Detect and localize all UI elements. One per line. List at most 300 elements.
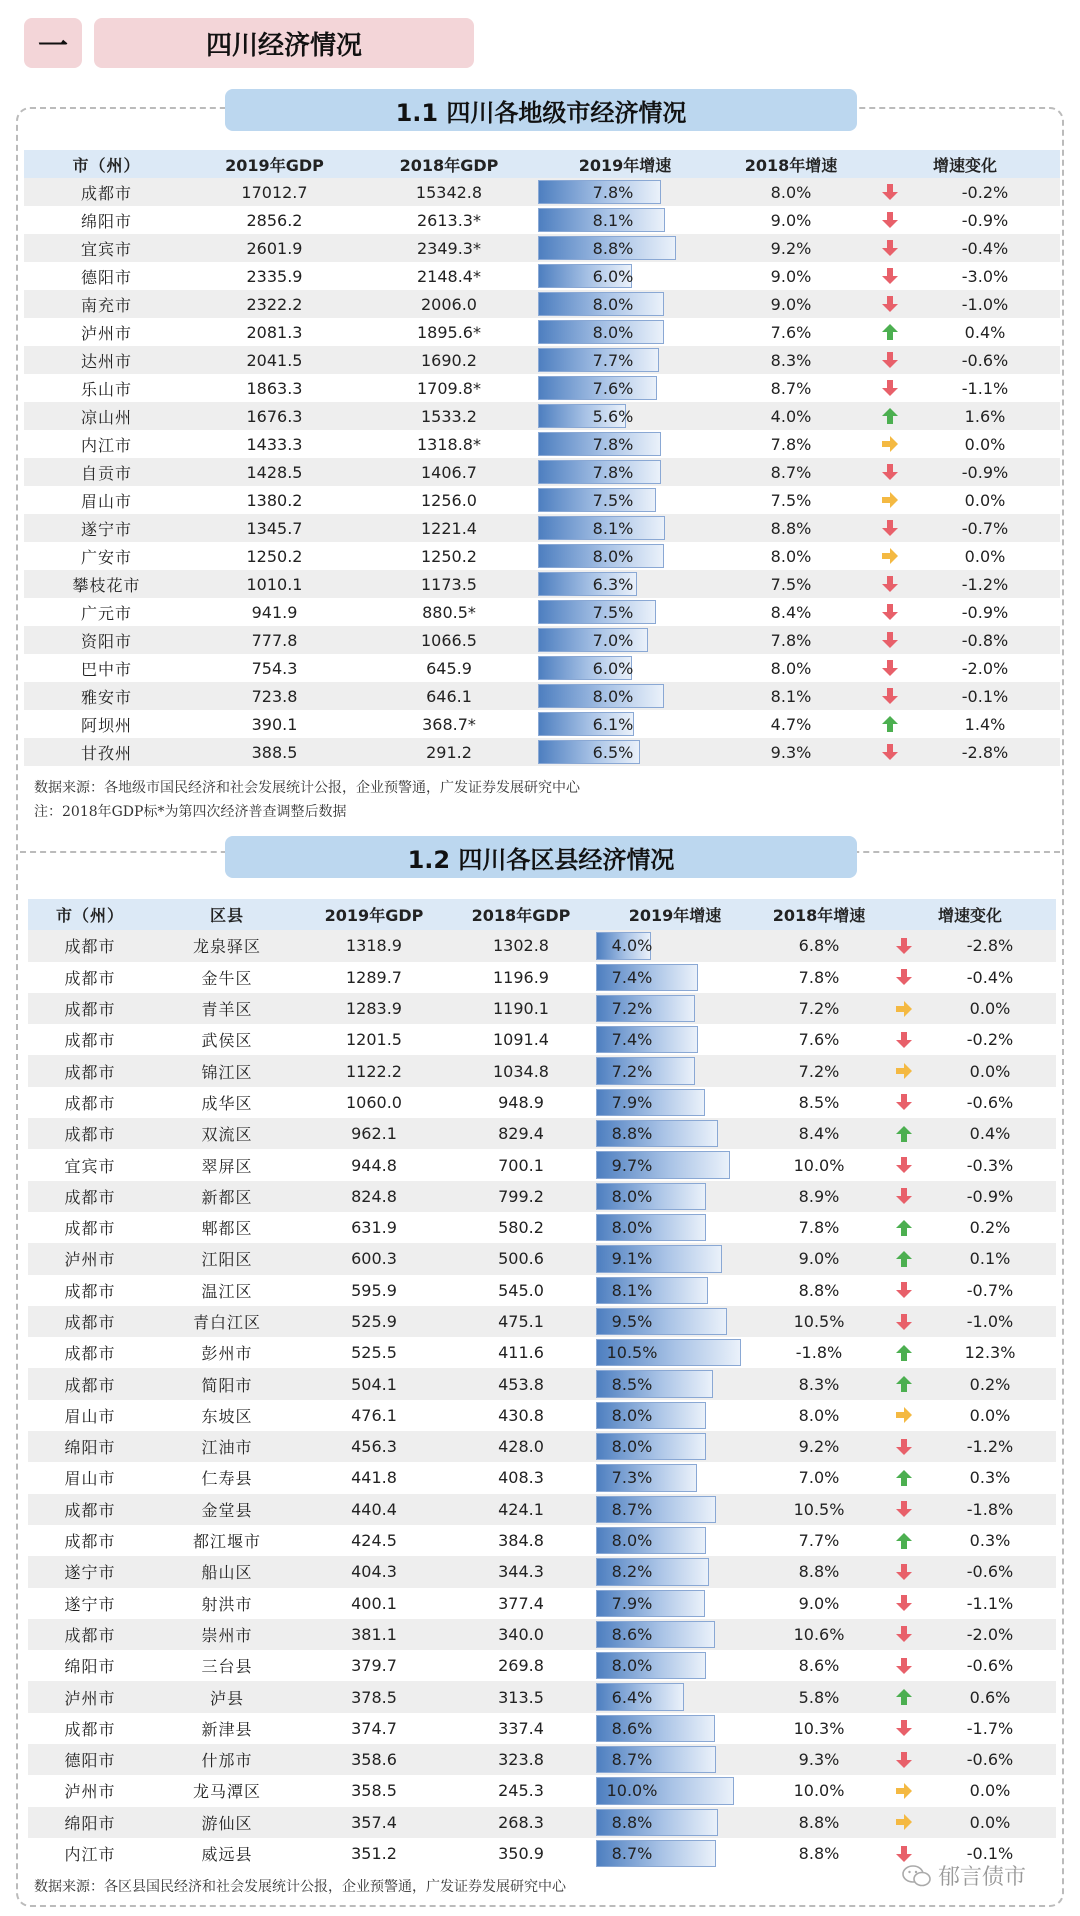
district-cell: 龙马潭区 [192,1782,261,1802]
table-row [24,710,1060,738]
growth-change-cell: -0.7% [966,1280,1014,1300]
growth-2019-cell [538,682,712,710]
growth-change-cell: -1.2% [961,574,1009,594]
growth-2019-value: 8.7% [611,1750,653,1770]
table-row [24,402,1060,430]
growth-2019-value: 7.8% [592,182,634,202]
growth-2019-cell [538,542,712,570]
growth-2018-cell: 8.8% [770,518,812,538]
gdp-2018-cell: 15342.8 [415,182,483,202]
section-number: 一 [24,18,82,68]
city-cell: 宜宾市 [64,1156,116,1176]
district-cell: 彭州市 [201,1344,253,1364]
trend-up-arrow-icon [880,714,900,734]
trend-arrow-cell [870,262,910,290]
gdp-2018-cell: 1690.2 [421,350,477,370]
trend-arrow-cell [870,234,910,262]
gdp-2018-cell: 799.2 [498,1186,544,1206]
table-row [28,1462,1056,1493]
column-header: 2018年增速 [772,906,866,926]
trend-arrow-cell [884,1243,924,1274]
city-cell: 成都市 [80,183,132,203]
table1-footnote: 注：2018年GDP标*为第四次经济普查调整后数据 [34,804,347,820]
table-header-row [24,150,1060,178]
trend-arrow-cell [884,1494,924,1525]
table-row [28,1275,1056,1306]
trend-arrow-cell [884,1306,924,1337]
gdp-2019-cell: 351.2 [351,1844,397,1864]
gdp-2018-cell: 340.0 [498,1624,544,1644]
growth-change-cell: 0.0% [969,1405,1011,1425]
column-header: 2019年增速 [628,906,722,926]
table-row [28,1181,1056,1212]
growth-change-cell: 12.3% [964,1343,1016,1363]
district-cell: 东坡区 [201,1406,253,1426]
growth-2019-cell [596,1400,754,1431]
gdp-2019-cell: 2335.9 [246,266,303,286]
trend-arrow-cell [870,206,910,234]
trend-down-arrow-icon [894,1312,914,1332]
growth-2019-cell [596,1431,754,1462]
growth-2018-cell: 8.3% [770,350,812,370]
gdp-2018-cell: 269.8 [498,1656,544,1676]
trend-arrow-cell [884,1087,924,1118]
city-cell: 成都市 [64,1093,116,1113]
gdp-2019-cell: 2322.2 [246,294,303,314]
growth-2019-cell [596,1243,754,1274]
growth-2019-value: 8.8% [611,1124,653,1144]
growth-2019-value: 7.4% [611,1030,653,1050]
gdp-2019-cell: 2601.9 [246,238,303,258]
gdp-2018-cell: 1302.8 [493,936,549,956]
growth-2018-cell: 7.8% [770,434,812,454]
growth-change-cell: 0.4% [969,1124,1011,1144]
table-row [28,1713,1056,1744]
growth-change-cell: 0.4% [964,322,1006,342]
growth-2019-cell [538,514,712,542]
city-cell: 成都市 [64,1062,116,1082]
growth-2019-value: 10.0% [606,1781,658,1801]
growth-2019-value: 8.1% [592,210,634,230]
trend-down-arrow-icon [894,967,914,987]
gdp-2018-cell: 337.4 [498,1718,544,1738]
growth-change-cell: -3.0% [961,266,1009,286]
gdp-2019-cell: 1676.3 [246,406,303,426]
growth-2019-cell [596,1713,754,1744]
growth-2019-value: 7.2% [611,1061,653,1081]
trend-arrow-cell [870,682,910,710]
growth-change-cell: -2.8% [966,936,1014,956]
wechat-icon [902,1864,932,1888]
city-cell: 遂宁市 [80,519,132,539]
growth-change-cell: 1.6% [964,406,1006,426]
growth-2019-value: 8.1% [592,518,634,538]
gdp-2018-cell: 1895.6* [417,322,481,342]
gdp-2019-cell: 1122.2 [346,1061,402,1081]
growth-change-cell: -1.0% [966,1312,1014,1331]
growth-2019-value: 6.0% [592,266,634,286]
trend-arrow-cell [884,1619,924,1650]
gdp-2019-cell: 1010.1 [246,574,303,594]
trend-arrow-cell [884,1181,924,1212]
gdp-2018-cell: 2006.0 [421,294,477,314]
gdp-2019-cell: 424.5 [351,1531,397,1551]
growth-2019-value: 8.0% [611,1656,653,1676]
city-cell: 成都市 [64,968,116,988]
trend-arrow-cell [884,1713,924,1744]
growth-2019-cell [596,1368,754,1399]
table-row [28,1055,1056,1086]
growth-change-cell: -1.2% [966,1437,1014,1457]
trend-arrow-cell [884,1149,924,1180]
trend-down-arrow-icon [880,742,900,762]
growth-2019-cell [538,178,712,206]
gdp-2019-cell: 1289.7 [346,967,402,987]
growth-change-cell: -1.1% [961,378,1009,398]
growth-change-cell: -1.1% [966,1593,1014,1613]
gdp-2018-cell: 377.4 [498,1593,544,1613]
trend-arrow-cell [884,1368,924,1399]
trend-arrow-cell [884,1055,924,1086]
city-cell: 眉山市 [80,491,132,511]
growth-2018-cell: 8.4% [770,602,812,622]
growth-2019-cell [596,930,754,961]
trend-flat-arrow-icon [894,1405,914,1425]
district-cell: 锦江区 [201,1062,253,1082]
growth-change-cell: 1.4% [964,714,1006,734]
growth-2019-value: 8.2% [611,1562,653,1582]
table-row [28,1024,1056,1055]
growth-change-cell: -0.9% [961,602,1009,622]
table-row [28,1650,1056,1681]
gdp-2018-cell: 1091.4 [493,1030,549,1050]
growth-2019-cell [596,1306,754,1337]
growth-2018-cell: 8.8% [798,1562,840,1582]
growth-2019-cell [596,993,754,1024]
gdp-2018-cell: 948.9 [498,1092,544,1112]
trend-down-arrow-icon [894,1624,914,1644]
growth-2018-cell: 7.2% [798,1061,840,1081]
growth-2018-cell: 8.8% [798,1844,840,1864]
growth-2018-cell: 9.3% [798,1750,840,1770]
growth-2019-value: 6.0% [592,658,634,678]
gdp-2019-cell: 2856.2 [246,210,303,230]
growth-2019-cell [538,430,712,458]
district-cell: 武侯区 [201,1031,253,1051]
gdp-2018-cell: 1173.5 [421,574,477,594]
growth-2018-cell: 4.7% [770,714,812,734]
city-cell: 泸州市 [64,1782,116,1802]
table1-source-note: 数据来源：各地级市国民经济和社会发展统计公报，企业预警通，广发证券发展研究中心 [34,780,580,796]
growth-2019-value: 8.8% [592,238,634,258]
gdp-2019-cell: 440.4 [351,1499,397,1519]
growth-2019-cell [596,1275,754,1306]
gdp-2018-cell: 344.3 [498,1562,544,1582]
growth-2018-cell: 8.9% [798,1186,840,1206]
growth-2019-cell [596,1024,754,1055]
growth-2019-cell [596,1118,754,1149]
trend-down-arrow-icon [880,630,900,650]
growth-2019-value: 8.0% [611,1218,653,1238]
city-cell: 广元市 [80,603,132,623]
gdp-2019-cell: 525.9 [351,1312,397,1331]
trend-arrow-cell [884,1588,924,1619]
growth-2019-value: 7.5% [592,490,634,510]
growth-2018-cell: 5.8% [798,1687,840,1707]
gdp-2019-cell: 374.7 [351,1718,397,1738]
growth-2019-cell [596,1181,754,1212]
growth-2019-value: 7.8% [592,434,634,454]
gdp-2018-cell: 384.8 [498,1531,544,1551]
growth-2019-cell [538,458,712,486]
growth-2019-value: 7.9% [611,1593,653,1613]
growth-2018-cell: 7.2% [798,999,840,1019]
table-row [28,1494,1056,1525]
growth-2019-cell [596,962,754,993]
city-cell: 成都市 [64,1281,116,1301]
table-row [28,962,1056,993]
column-header: 2019年GDP [324,906,424,926]
gdp-2019-cell: 824.8 [351,1186,397,1206]
district-cell: 青白江区 [192,1313,261,1332]
city-cell: 绵阳市 [64,1813,116,1833]
trend-flat-arrow-icon [894,1812,914,1832]
gdp-2019-cell: 723.8 [251,686,298,706]
column-header: 2018年GDP [399,155,499,175]
gdp-2019-cell: 358.5 [351,1781,397,1801]
trend-arrow-cell [870,486,910,514]
gdp-2019-cell: 600.3 [351,1249,397,1269]
city-cell: 成都市 [64,1313,116,1332]
city-economy-table [24,150,1060,766]
city-cell: 自贡市 [80,463,132,483]
city-cell: 南充市 [80,295,132,315]
growth-2019-cell [538,598,712,626]
table-row [28,1368,1056,1399]
table-row [28,1400,1056,1431]
trend-down-arrow-icon [894,1280,914,1300]
table-row [28,1243,1056,1274]
trend-down-arrow-icon [894,1718,914,1738]
district-cell: 青羊区 [201,1000,253,1020]
gdp-2019-cell: 379.7 [351,1656,397,1676]
trend-arrow-cell [870,514,910,542]
growth-2018-cell: 10.0% [793,1155,845,1175]
city-cell: 乐山市 [80,379,132,399]
trend-down-arrow-icon [894,1562,914,1582]
growth-2019-value: 9.5% [611,1312,653,1331]
city-cell: 资阳市 [80,631,132,651]
district-cell: 成华区 [201,1093,253,1113]
trend-arrow-cell [884,1462,924,1493]
district-cell: 崇州市 [201,1625,253,1645]
trend-up-arrow-icon [894,1468,914,1488]
growth-2018-cell: 8.0% [798,1405,840,1425]
growth-2019-cell [596,1650,754,1681]
growth-2018-cell: 8.0% [770,182,812,202]
district-cell: 威远县 [201,1845,253,1865]
growth-2019-cell [596,1807,754,1838]
growth-2018-cell: 8.0% [770,658,812,678]
gdp-2019-cell: 357.4 [351,1812,397,1832]
growth-change-cell: 0.2% [969,1218,1011,1238]
city-cell: 广安市 [80,547,132,567]
trend-down-arrow-icon [894,1030,914,1050]
trend-arrow-cell [884,1744,924,1775]
growth-2018-cell: 9.0% [798,1249,840,1269]
gdp-2018-cell: 424.1 [498,1499,544,1519]
growth-2018-cell: 4.0% [770,406,812,426]
trend-arrow-cell [870,178,910,206]
district-cell: 游仙区 [201,1813,253,1833]
city-cell: 成都市 [64,1125,116,1145]
district-cell: 射洪市 [201,1594,253,1614]
growth-change-cell: 0.6% [969,1687,1011,1707]
growth-2019-cell [538,262,712,290]
gdp-2018-cell: 350.9 [498,1844,544,1864]
growth-2019-value: 8.6% [611,1718,653,1738]
growth-2018-cell: 8.4% [798,1124,840,1144]
gdp-2019-cell: 504.1 [351,1374,397,1394]
city-cell: 遂宁市 [64,1563,116,1583]
column-header: 2018年GDP [471,906,571,926]
growth-2019-value: 8.0% [611,1531,653,1551]
district-cell: 双流区 [201,1125,253,1145]
growth-change-cell: -0.9% [966,1186,1014,1206]
trend-flat-arrow-icon [894,1781,914,1801]
trend-flat-arrow-icon [880,490,900,510]
city-cell: 巴中市 [80,659,132,679]
gdp-2019-cell: 595.9 [351,1280,397,1300]
city-cell: 成都市 [64,1719,116,1739]
county-economy-table [28,899,1056,1869]
table-row [24,486,1060,514]
trend-down-arrow-icon [880,350,900,370]
trend-up-arrow-icon [894,1249,914,1269]
growth-2018-cell: 7.5% [770,574,812,594]
table-row [28,1556,1056,1587]
trend-arrow-cell [870,402,910,430]
district-cell: 新都区 [201,1187,253,1207]
growth-2019-value: 8.8% [611,1812,653,1832]
trend-down-arrow-icon [880,602,900,622]
table-row [24,542,1060,570]
city-cell: 泸州市 [80,323,132,343]
growth-2018-cell: 10.6% [793,1624,845,1644]
gdp-2019-cell: 631.9 [351,1218,397,1238]
gdp-2019-cell: 962.1 [351,1124,397,1144]
table-row [28,1087,1056,1118]
growth-change-cell: -0.1% [961,686,1009,706]
table-row [28,1588,1056,1619]
table-row [24,178,1060,206]
trend-down-arrow-icon [880,518,900,538]
gdp-2018-cell: 1221.4 [421,518,477,538]
city-cell: 泸州市 [64,1688,116,1708]
gdp-2019-cell: 2081.3 [246,322,303,342]
trend-down-arrow-icon [880,686,900,706]
gdp-2018-cell: 245.3 [498,1781,544,1801]
trend-down-arrow-icon [880,658,900,678]
growth-change-cell: -0.2% [961,182,1009,202]
gdp-2019-cell: 1060.0 [346,1092,402,1112]
growth-2019-value: 8.7% [611,1844,653,1864]
column-header: 2018年增速 [744,155,838,175]
table-row [24,654,1060,682]
gdp-2018-cell: 1709.8* [417,378,481,398]
growth-2019-cell [596,1681,754,1712]
growth-2018-cell: 9.3% [770,742,812,762]
growth-2018-cell: 7.8% [770,630,812,650]
growth-change-cell: -0.4% [966,967,1014,987]
table-row [24,346,1060,374]
growth-2018-cell: 7.7% [798,1531,840,1551]
growth-2019-cell [538,346,712,374]
city-cell: 成都市 [64,1187,116,1207]
city-cell: 成都市 [64,1625,116,1645]
growth-change-cell: -0.1% [966,1844,1014,1864]
trend-arrow-cell [884,1118,924,1149]
gdp-2018-cell: 428.0 [498,1437,544,1457]
trend-flat-arrow-icon [880,434,900,454]
trend-arrow-cell [870,710,910,738]
gdp-2019-cell: 441.8 [351,1468,397,1488]
gdp-2019-cell: 941.9 [251,602,298,622]
table-row [24,206,1060,234]
trend-arrow-cell [870,626,910,654]
gdp-2019-cell: 456.3 [351,1437,397,1457]
growth-2018-cell: 8.3% [798,1374,840,1394]
growth-2019-cell [596,1775,754,1806]
trend-arrow-cell [870,570,910,598]
trend-up-arrow-icon [894,1374,914,1394]
gdp-2019-cell: 358.6 [351,1750,397,1770]
table-row [28,1619,1056,1650]
growth-2019-cell [596,1838,754,1869]
trend-down-arrow-icon [880,574,900,594]
growth-2019-cell [538,654,712,682]
growth-change-cell: -0.9% [961,210,1009,230]
growth-2019-value: 4.0% [611,936,653,956]
growth-2019-value: 6.5% [592,742,634,762]
growth-2019-cell [538,318,712,346]
district-cell: 江油市 [201,1438,253,1458]
growth-2019-value: 7.4% [611,967,653,987]
district-cell: 金牛区 [201,968,253,988]
table-row [28,1149,1056,1180]
gdp-2019-cell: 404.3 [351,1562,397,1582]
growth-2019-value: 7.0% [592,630,634,650]
growth-2019-value: 7.8% [592,462,634,482]
trend-arrow-cell [884,993,924,1024]
table-row [24,234,1060,262]
growth-change-cell: -0.6% [966,1656,1014,1676]
growth-2018-cell: 10.5% [793,1312,845,1331]
gdp-2018-cell: 475.1 [498,1312,544,1331]
growth-change-cell: 0.0% [969,1781,1011,1801]
growth-change-cell: -0.6% [966,1750,1014,1770]
growth-2018-cell: 9.0% [770,210,812,230]
growth-2019-cell [596,1087,754,1118]
table-row [28,1337,1056,1368]
growth-change-cell: -2.0% [961,658,1009,678]
growth-2019-cell [538,234,712,262]
city-cell: 绵阳市 [64,1657,116,1677]
growth-2019-value: 7.9% [611,1092,653,1112]
gdp-2018-cell: 2349.3* [417,238,481,258]
growth-2019-cell [538,710,712,738]
table-row [24,262,1060,290]
